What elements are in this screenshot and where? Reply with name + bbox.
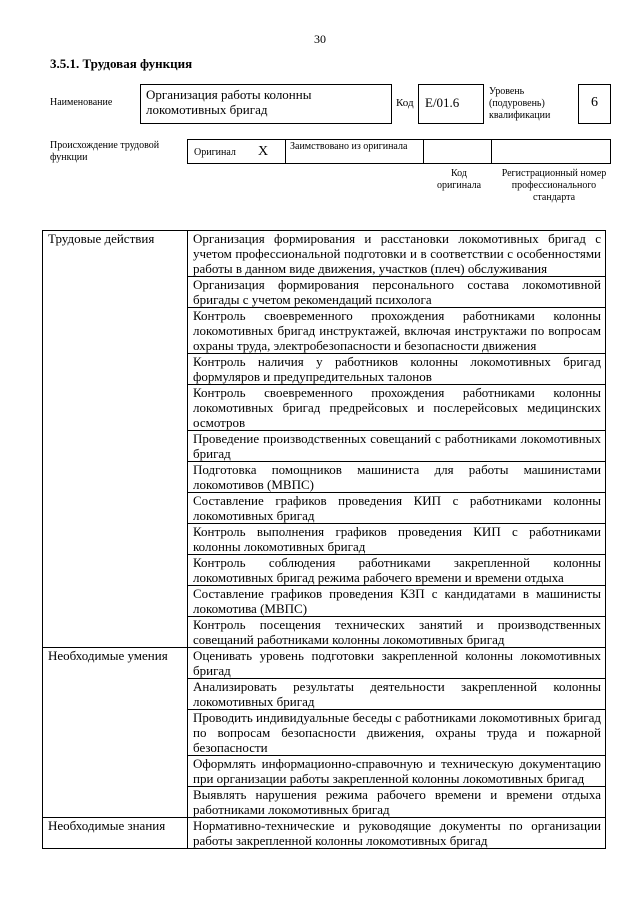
original-cell — [188, 140, 286, 163]
original-label: Оригинал — [194, 147, 236, 158]
requirement-item: Организация формирования персонального состава локомотивной бригады с учетом рекомендаций психолога — [188, 277, 606, 308]
borrowed-label: Заимствовано из оригинала — [290, 141, 408, 152]
function-name-field: Организация работы колонны локомотивных бригад — [140, 84, 392, 124]
level-label: Уровень (подуровень) квалификации — [489, 86, 551, 121]
borrowed-cell — [286, 140, 424, 163]
requirement-item: Контроль наличия у работников колонны локомотивных бригад формуляров и предупредительных талонов — [188, 354, 606, 385]
requirement-item: Подготовка помощников машиниста для работы машинистами локомотивов (МВПС) — [188, 462, 606, 493]
requirement-item: Контроль соблюдения работниками закрепленной колонны локомотивных бригад режима рабочего времени и времени отдыха — [188, 555, 606, 586]
requirement-item: Составление графиков проведения КИП с работниками колонны локомотивных бригад — [188, 493, 606, 524]
requirement-item: Оформлять информационно-справочную и техническую документацию при организации работы закрепленной колонны локомотивных бригад — [188, 756, 606, 787]
section-label: Необходимые знания — [43, 818, 188, 849]
level-field: 6 — [578, 84, 611, 124]
requirement-item: Проведение производственных совещаний с работниками локомотивных бригад — [188, 431, 606, 462]
reg-number-cell — [492, 140, 612, 163]
origin-label: Происхождение трудовой функции — [50, 140, 160, 163]
requirement-item: Контроль посещения технических занятий и производственных совещаний работниками колонны локомотивных бригад — [188, 617, 606, 648]
table-row — [43, 231, 606, 277]
origin-row — [187, 139, 611, 164]
requirement-item: Составление графиков проведения КЗП с кандидатами в машинисты локомотива (МВПС) — [188, 586, 606, 617]
reg-number-label: Регистрационный номер профессионального стандарта — [501, 168, 607, 203]
section-label: Трудовые действия — [43, 231, 188, 648]
code-field: E/01.6 — [418, 84, 484, 124]
requirement-item: Оценивать уровень подготовки закрепленной колонны локомотивных бригад — [188, 648, 606, 679]
requirement-item: Нормативно-технические и руководящие документы по организации работы закрепленной колонны локомотивных бригад — [188, 818, 606, 849]
section-title: 3.5.1. Трудовая функция — [50, 56, 193, 71]
page-number: 30 — [314, 32, 326, 46]
section-label: Необходимые умения — [43, 648, 188, 818]
table-row — [43, 648, 606, 679]
table-row — [43, 818, 606, 849]
code-label: Код — [396, 97, 414, 109]
original-mark: X — [258, 144, 269, 159]
requirement-item: Контроль выполнения графиков проведения КИП с работниками колонны локомотивных бригад — [188, 524, 606, 555]
requirement-item: Выявлять нарушения режима рабочего времени и времени отдыха работниками локомотивных бригад — [188, 787, 606, 818]
code-original-cell — [424, 140, 492, 163]
name-label: Наименование — [50, 97, 113, 108]
requirement-item: Контроль своевременного прохождения работниками колонны локомотивных бригад предрейсовых и послерейсовых медицинских осмотров — [188, 385, 606, 431]
requirement-item: Анализировать результаты деятельности закрепленной колонны локомотивных бригад — [188, 679, 606, 710]
requirements-table — [42, 230, 606, 849]
requirement-item: Контроль своевременного прохождения работниками колонны локомотивных бригад инструктажей, включая инструктажи по вопросам охраны труда, электробезопасности и безопасности движения — [188, 308, 606, 354]
code-original-label: Код оригинала — [436, 168, 482, 191]
requirement-item: Проводить индивидуальные беседы с работниками локомотивных бригад по вопросам безопасности движения, охраны труда и пожарной безопасности — [188, 710, 606, 756]
requirement-item: Организация формирования и расстановки локомотивных бригад с учетом профессиональной подготовки и в соответствии с особенностями работы в данном виде движения, участков (плеч) обслуживания — [188, 231, 606, 277]
